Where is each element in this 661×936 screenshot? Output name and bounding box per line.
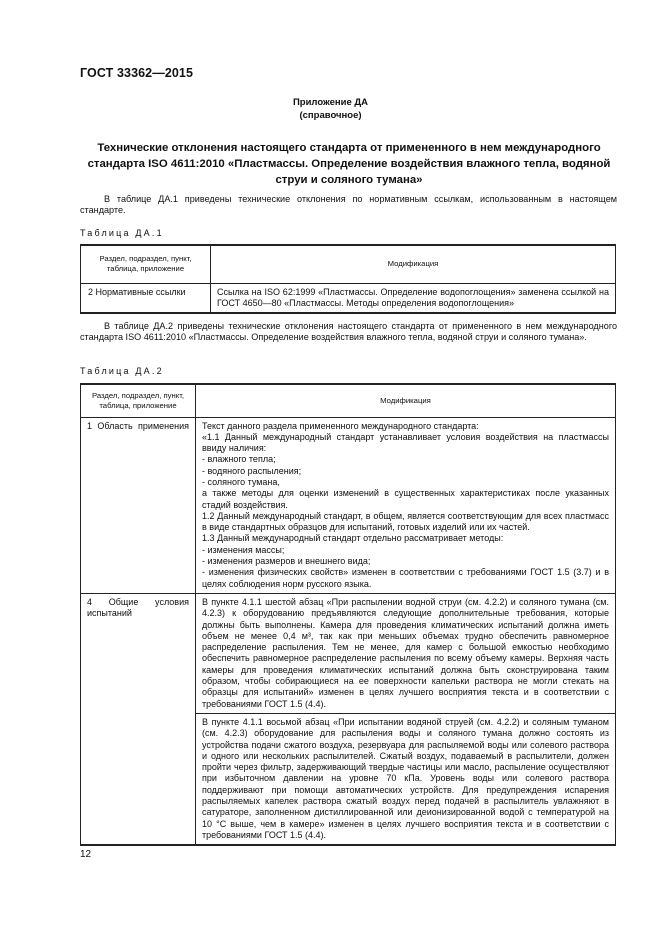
appendix-subtitle: (справочное) (299, 110, 362, 121)
table-da1 (80, 244, 616, 314)
scope-line: - изменения физических свойств» изменен в соответствии с требованиями ГОСТ 1.5 (3.7) и в целях соблюдения норм русского языка. (202, 567, 609, 589)
scope-line: Текст данного раздела примененного международного стандарта: (202, 420, 479, 431)
scope-line: - изменения массы; (202, 544, 285, 555)
page-number: 12 (80, 849, 92, 860)
header-section: Раздел, подраздел, пункт, таблица, приложение (81, 245, 211, 283)
table-row (81, 593, 616, 713)
scope-line: - изменения размеров и внешнего вида; (202, 556, 371, 567)
row-section-conditions-label: 4 Общие условия испытаний (87, 596, 189, 619)
table-row (81, 417, 616, 593)
document-title: Технические отклонения настоящего стандарта от примененного в нем международного стандарта ISO 4611:2010 «Пластмассы. Определение воздействия влажного тепла, водяной струи и соляного тумана» (87, 142, 611, 186)
row-section-conditions (81, 593, 196, 845)
scope-line: «1.1 Данный международный стандарт устанавливает условия воздействия на пластмассы ввиду наличия: (202, 431, 609, 454)
intro-paragraph-1: В таблице ДА.1 приведены технические отклонения по нормативным ссылкам, использованным в настоящем стандарте. (80, 194, 617, 216)
scope-line: а также методы для оценки изменений в существенных характеристиках после указанных стадий воздействия. (202, 488, 609, 510)
row-modification-conditions-a: В пункте 4.1.1 шестой абзац «При распылении водной струи (см. 4.2.2) и соляного тумана (см. 4.2.3) к оборудованию предъявляются следующие дополнительные требования, которые должны быть выполнены. Камера для проведения климатических испытаний должна иметь объем не менее 0,4 м³, так как при меньших объемах трудно обеспечить равномерное распределение распыления. Тем не менее, для камер с большой емкостью необходимо обеспечить равномерное распределение распыления по всему объему камеры. Верхняя часть камеры для проведения климатических испытаний должна быть сконструирована таким образом, чтобы собирающиеся на ее поверхности капельки раствора не могли стекать на образцы для испытаний» изменен в целях лучшего восприятия текста и в соответствии с требованиями ГОСТ 1.5 (4.4). (196, 593, 616, 713)
table2-caption: Таблица ДА.2 (80, 366, 164, 376)
row-modification-scope (196, 417, 616, 593)
row-section-scope (81, 417, 196, 593)
scope-line: - водяного распыления; (202, 465, 302, 476)
intro-paragraph-2: В таблице ДА.2 приведены технические отклонения настоящего стандарта от примененного в нем международного стандарта ISO 4611:2010 «Пластмассы. Определение воздействия влажного тепла, водяной струи и соляного тумана». (80, 321, 617, 343)
scope-line: - влажного тепла; (202, 454, 276, 465)
row-section-scope-label: 1 Область применения (87, 420, 189, 431)
scope-line: 1.2 Данный международный стандарт, в общем, является соответствующим для всех пластмасс в виде стандартных образцов для испытаний, готовых изделий или их частей. (202, 510, 609, 533)
row-modification: Ссылка на ISO 62:1999 «Пластмассы. Определение водопоглощения» заменена ссылкой на ГОСТ 4650—80 «Пластмассы. Методы определения водопоглощения» (211, 283, 616, 313)
header-section: Раздел, подраздел, пункт, таблица, приложение (81, 384, 196, 417)
table-da2 (80, 383, 616, 846)
scope-line: 1.3 Данный международный стандарт отдельно рассматривает методы: (202, 533, 504, 544)
table-row (81, 283, 616, 313)
table-header-row (81, 384, 616, 417)
appendix-title: Приложение ДА (292, 97, 369, 108)
row-section: 2 Нормативные ссылки (81, 283, 211, 313)
header-modification: Модификация (196, 384, 616, 417)
row-modification-conditions-b: В пункте 4.1.1 восьмой абзац «При испытании водяной струей (см. 4.2.2) и соляным туманом (см. 4.2.3) оборудование для распыления воды и соляного тумана должно состоять из устройства подачи сжатого воздуха, резервуара для распыляемой воды или солевого раствора и одного или нескольких распылителей. Сжатый воздух, подаваемый в распылители, должен пройти через фильтр, задерживающий твердые частицы или масло, распыление осуществляют при избыточном давлении на уровне 70 кПа. Уровень воды или солевого раствора поддерживают при помощи автоматических устройств. Для предупреждения испарения распыляемых капелек раствора сжатый воздух перед подачей в распылитель увлажняют в сатураторе, заполненном дистиллированной или деионизированной водой с температурой на 10 °С выше, чем в камере» изменен в целях лучшего восприятия текста и в соответствии с требованиями ГОСТ 1.5 (4.4). (196, 713, 616, 845)
scope-line: - соляного тумана, (202, 476, 280, 487)
header-modification: Модификация (211, 245, 616, 283)
standard-code: ГОСТ 33362—2015 (80, 66, 194, 80)
table1-caption: Таблица ДА.1 (80, 228, 164, 238)
table-header-row (81, 245, 616, 283)
